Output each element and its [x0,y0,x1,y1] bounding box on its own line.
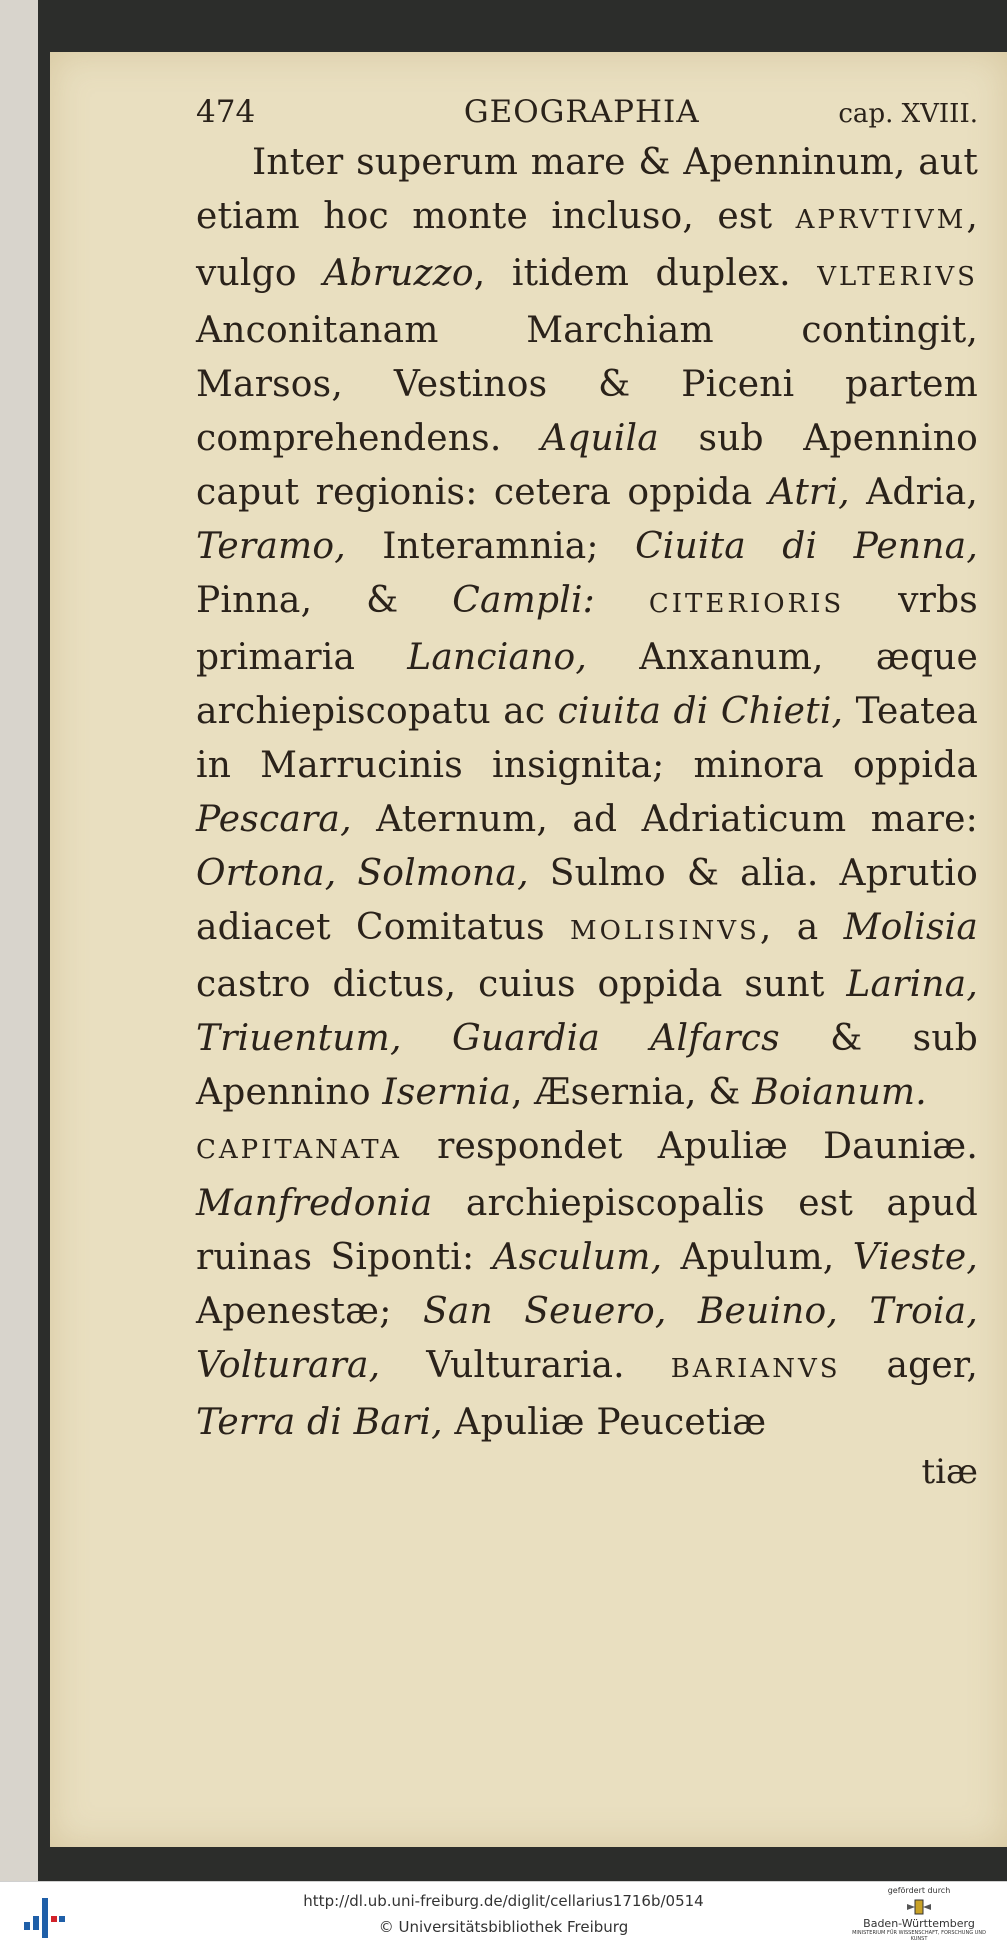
place-name: San Seuero, [422,1291,667,1332]
text-run: Apenestæ; [196,1291,392,1332]
place-name: Ortona, [196,853,337,894]
text-run: , Æsernia, & [511,1072,741,1113]
text-run: Apuliæ Peucetiæ [454,1402,767,1443]
region-name: VLTERIVS [817,262,978,292]
funder-label: gefördert durch [887,1886,951,1895]
place-name: Terra di Bari, [196,1402,443,1443]
text-run: Adria, [866,472,978,513]
running-title: GEOGRAPHIA [463,94,700,130]
text-run: Aternum, ad Adriaticum mare: [376,799,978,840]
place-name: Manfredonia [196,1183,433,1224]
text-run: ager, [886,1345,978,1386]
viewer-footer [0,1881,1007,1954]
region-name: CITERIORIS [648,589,845,619]
place-name: Triuentum, [196,1018,402,1059]
body-paragraph [196,136,978,1120]
place-name: Atri, [768,472,850,513]
place-name: Lanciano, [407,637,588,678]
text-run: & sub Apennino [196,1018,978,1113]
place-name: Pescara, [196,799,352,840]
text-run: Inter superum mare & Apenninum, aut etiam hoc monte incluso, est [196,142,978,237]
copyright-notice: © Universitätsbibliothek Freiburg [378,1918,629,1936]
text-run: Pinna, & [196,580,399,621]
place-name: Guardia Alfarcs [451,1018,780,1059]
region-name: APRVTIVM [795,205,967,235]
place-name: Boianum. [752,1072,927,1113]
text-run: sub Apennino caput regionis: cetera oppida [196,418,978,513]
place-name: ciuita di Chieti, [557,691,844,732]
text-run: Anxanum, æque archiepiscopatu ac [196,637,978,732]
text-run: vrbs primaria [196,580,978,678]
running-head [196,90,978,134]
permalink-url[interactable]: http://dl.ub.uni-freiburg.de/diglit/cellarius1716b/0514 [303,1892,704,1910]
page-number: 474 [196,94,256,130]
place-name: Molisia [843,907,978,948]
place-name: Ciuita di Penna, [635,526,978,567]
place-name: Aquila [541,418,659,459]
place-name: Teramo, [196,526,346,567]
text-run: Anconitanam Marchiam contingit, Marsos, Vestinos & Piceni partem comprehendens. [196,310,978,459]
text-run: , a [759,907,819,948]
catchword: tiæ [921,1452,978,1492]
place-name: Campli: [452,580,595,621]
place-name: Solmona, [357,853,529,894]
text-run: Vulturaria. [426,1345,625,1386]
place-name: Abruzzo [323,253,474,294]
text-run: archiepiscopalis est apud ruinas Siponti: [196,1183,978,1278]
state-crest-icon [905,1898,933,1918]
funder-name: Baden-Württemberg [863,1917,975,1930]
region-name: CAPITANATA [196,1135,402,1165]
text-run: respondet Apuliæ Dauniæ. [437,1126,978,1167]
text-run: Interamnia; [382,526,599,567]
place-name: Asculum, [492,1237,663,1278]
text-run: Teatea in Marrucinis insignita; minora oppida [196,691,978,786]
place-name: Beuino, Troia, Volturara, [196,1291,978,1386]
text-run: Apulum, [680,1237,835,1278]
place-name: Larina, [846,964,978,1005]
funder-ministry: MINISTERIUM FÜR WISSENSCHAFT, FORSCHUNG UND KUNST [852,1930,986,1942]
text-run: castro dictus, cuius oppida sunt [196,964,825,1005]
funder-block [849,1886,989,1942]
text-run: , vulgo [196,196,978,294]
place-name: Isernia [382,1072,512,1113]
place-name: Vieste, [852,1237,978,1278]
region-name: BARIANVS [670,1354,841,1384]
chapter-reference: cap. XVIII. [838,99,978,129]
region-name: MOLISINVS [569,916,760,946]
body-paragraph [196,1120,978,1450]
page-content [196,90,978,1494]
text-run: Sulmo & alia. Aprutio adiacet Comitatus [196,853,978,948]
text-run: , itidem duplex. [473,253,791,294]
